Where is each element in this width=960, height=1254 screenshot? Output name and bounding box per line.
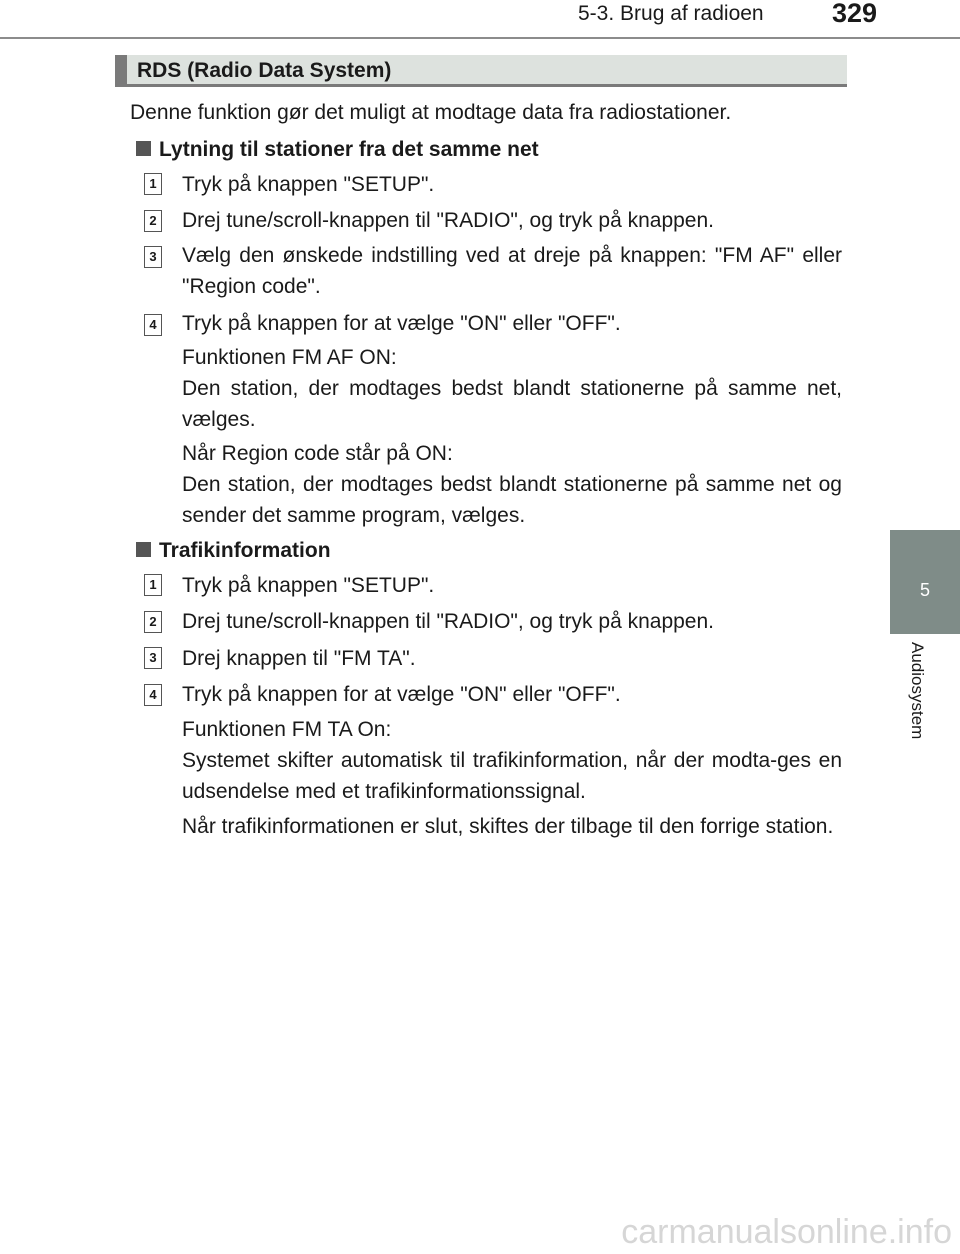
step-text: Tryk på knappen "SETUP". [182,173,435,196]
step-number-badge: 3 [144,647,162,669]
chapter-number: 5 [919,580,930,600]
chapter-label-container [890,634,960,1194]
step-text: Tryk på knappen for at vælge "ON" eller "OFF". [182,312,621,335]
step-number-badge: 4 [144,684,162,706]
section-intro: Denne funktion gør det muligt at modtage data fra radiostationer. [130,101,732,124]
header-divider [0,37,960,39]
note-body: Systemet skifter automatisk til trafikinformation, når der modta-ges en udsendelse med et trafikinformationssignal. [182,749,842,803]
square-bullet-icon [136,141,151,156]
note-body: Den station, der modtages bedst blandt stationerne på samme net og sender det samme program, vælges. [182,473,842,527]
step-number-badge: 2 [144,210,162,232]
note-title: Når Region code står på ON: [182,442,453,465]
step-number-badge: 2 [144,611,162,633]
subsection-heading-2-text: Trafikinformation [159,539,331,562]
subsection-heading-1 [136,134,539,165]
note-body: Når trafikinformationen er slut, skiftes der tilbage til den forrige station. [182,815,834,838]
step-number-badge: 1 [144,574,162,596]
subsection-heading-1-text: Lytning til stationer fra det samme net [159,138,539,161]
step-text: Tryk på knappen "SETUP". [182,574,435,597]
step-number-badge: 4 [144,314,162,336]
step-number-badge: 3 [144,246,162,268]
step-text: Tryk på knappen for at vælge "ON" eller "OFF". [182,683,621,706]
step-text: Drej tune/scroll-knappen til "RADIO", og tryk på knappen. [182,209,714,232]
step-text: Drej tune/scroll-knappen til "RADIO", og tryk på knappen. [182,610,714,633]
note-title: Funktionen FM TA On: [182,718,392,741]
watermark: carmanualsonline.info [621,1213,952,1251]
note-body: Den station, der modtages bedst blandt stationerne på samme net, vælges. [182,377,842,431]
square-bullet-icon [136,542,151,557]
note-title: Funktionen FM AF ON: [182,346,397,369]
chapter-label: Audiosystem [908,642,927,740]
section-title-bar [115,55,847,87]
page-number: 329 [832,0,878,28]
step-text: Vælg den ønskede indstilling ved at dreje på knappen: "FM AF" eller "Region code". [182,244,842,298]
running-header-section: 5-3. Brug af radioen [578,2,764,25]
subsection-heading-2 [136,535,331,566]
chapter-tab [890,530,960,634]
step-text: Drej knappen til "FM TA". [182,647,416,670]
section-title: RDS (Radio Data System) [137,59,392,82]
step-number-badge: 1 [144,173,162,195]
